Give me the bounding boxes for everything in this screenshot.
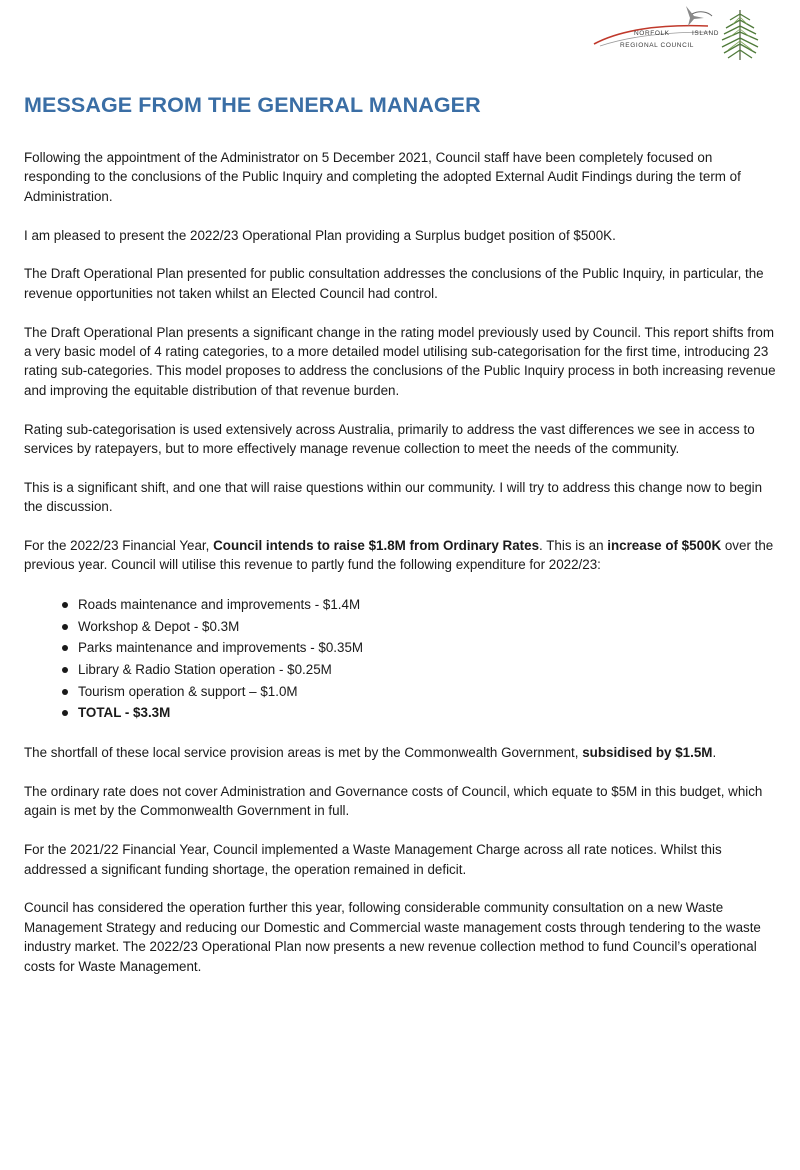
logo-text-norfolk: NORFOLK	[634, 30, 670, 37]
text-run: .	[712, 745, 717, 761]
text-run: . This is an	[539, 538, 608, 554]
logo-text-regional-council: REGIONAL COUNCIL	[620, 42, 695, 49]
total-label: TOTAL - $3.3M	[78, 705, 171, 721]
council-logo	[590, 0, 765, 62]
paragraph-surplus: I am pleased to present the 2022/23 Operational Plan providing a Surplus budget position of $500K.	[24, 227, 616, 243]
logo-text-island: ISLAND	[692, 30, 720, 37]
paragraph-administration-costs: The ordinary rate does not cover Administration and Governance costs of Council, which equate to $5M in this budget, which again is met by the Commonwealth Government in full.	[24, 783, 763, 819]
list-item: Parks maintenance and improvements - $0.35M	[78, 637, 776, 659]
logo-graphic-icon	[590, 0, 765, 62]
paragraph-waste-strategy: Council has considered the operation further this year, following considerable community consultation on a new Waste Management Strategy and reducing our Domestic and Commercial waste management costs through tendering to the waste industry market. The 2022/23 Operational Plan now presents a new revenue collection method to fund Council’s operational costs for Waste Management.	[24, 900, 761, 974]
paragraph-appointment: Following the appointment of the Administrator on 5 December 2021, Council staff have been completely focused on responding to the conclusions of the Public Inquiry and completing the adopted External Audit Findings during the term of Administration.	[24, 150, 741, 204]
bold-subsidy-amount: subsidised by $1.5M	[582, 745, 713, 761]
bold-raise-amount: Council intends to raise $1.8M from Ordinary Rates	[213, 538, 540, 554]
paragraph-ordinary-rates	[24, 536, 776, 575]
paragraph-waste-charge: For the 2021/22 Financial Year, Council implemented a Waste Management Charge across all rate notices. Whilst this addressed a significant funding shortage, the operation remained in deficit.	[24, 842, 722, 877]
expenditure-list	[24, 594, 776, 724]
paragraph-sub-categorisation: Rating sub-categorisation is used extensively across Australia, primarily to address the vast differences we see in access to services by ratepayers, but to more effectively manage revenue collection to meet the needs of the community.	[24, 421, 755, 457]
list-item: Tourism operation & support – $1.0M	[78, 681, 776, 703]
list-item-total	[78, 702, 776, 724]
list-item: Workshop & Depot - $0.3M	[78, 616, 776, 638]
message-body	[24, 148, 776, 995]
page-title: MESSAGE FROM THE GENERAL MANAGER	[24, 93, 481, 117]
list-item: Library & Radio Station operation - $0.25M	[78, 659, 776, 681]
paragraph-rating-model: The Draft Operational Plan presents a significant change in the rating model previously used by Council. This report shifts from a very basic model of 4 rating categories, to a more detailed model utilising sub-categorisation for the first time, introducing 23 rating sub-categories. This model proposes to address the conclusions of the Public Inquiry process in both increasing revenue and improving the equitable distribution of that revenue burden.	[24, 324, 776, 398]
text-run: over the previous year. Council will utilise this revenue to partly fund the following expenditure for 2022/23:	[24, 538, 774, 573]
text-run: For the 2022/23 Financial Year,	[24, 538, 214, 554]
paragraph-significant-shift: This is a significant shift, and one that will raise questions within our community. I will try to address this change now to begin the discussion.	[24, 479, 763, 515]
bold-increase-amount: increase of $500K	[607, 538, 722, 554]
paragraph-shortfall	[24, 743, 776, 762]
list-item: Roads maintenance and improvements - $1.4M	[78, 594, 776, 616]
paragraph-consultation: The Draft Operational Plan presented for public consultation addresses the conclusions of the Public Inquiry, in particular, the revenue opportunities not taken whilst an Elected Council had control.	[24, 266, 764, 301]
text-run: The shortfall of these local service provision areas is met by the Commonwealth Government,	[24, 745, 583, 761]
